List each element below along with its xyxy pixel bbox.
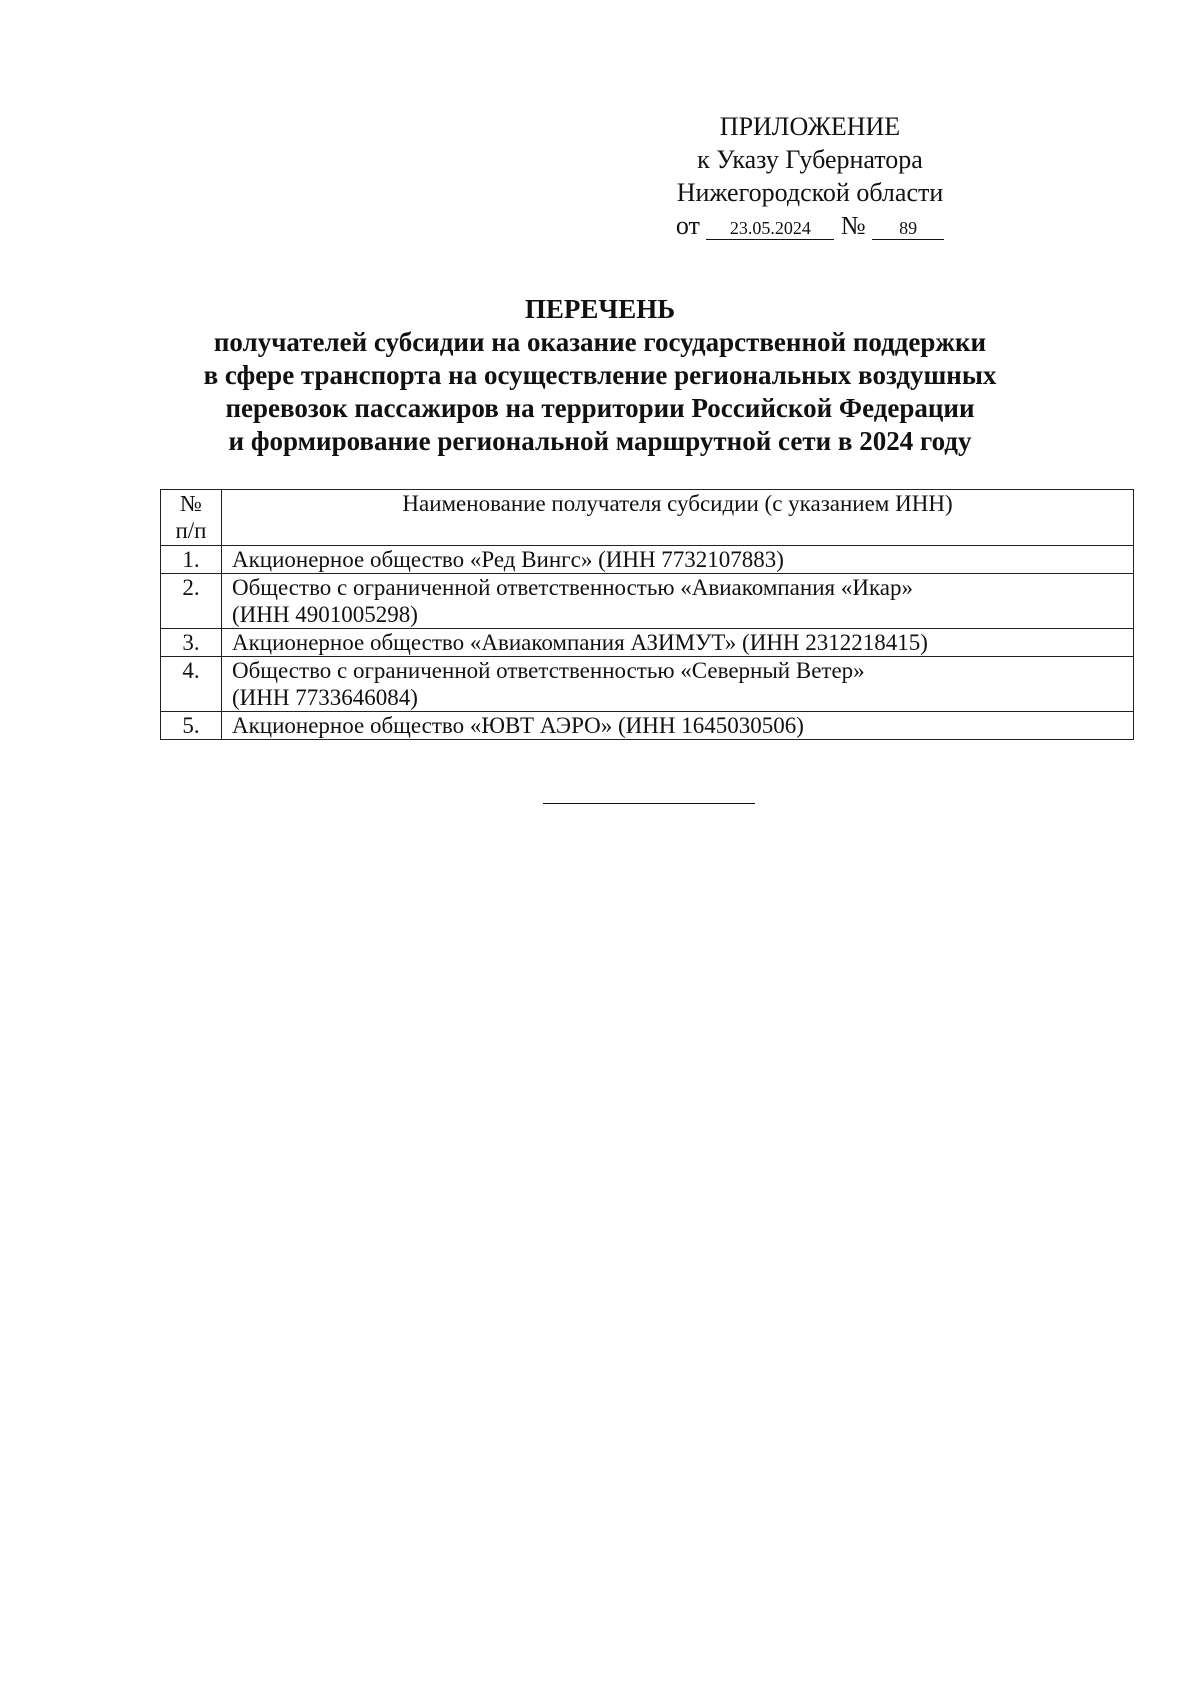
appendix-label: ПРИЛОЖЕНИЕ [719,112,901,141]
column-header-number [161,490,222,546]
recipient-name-line2: (ИНН 7733646084) [232,685,418,710]
row-number: 1. [161,546,222,574]
recipient-name-line1: Акционерное общество «Ред Вингс» (ИНН 7732107883) [232,547,784,572]
column-header-name: Наименование получателя субсидии (с указанием ИНН) [222,490,1134,546]
recipient-name [222,657,1134,712]
title-line-3: перевозок пассажиров на территории Российской Федерации [225,393,975,423]
table-row [161,546,1134,574]
table-row [161,629,1134,657]
title-line-1: получателей субсидии на оказание государственной поддержки [213,327,987,357]
recipient-name-line1: Акционерное общество «ЮВТ АЭРО» (ИНН 1645030506) [232,713,804,738]
recipients-table [160,489,1134,740]
number-sign: № [840,211,866,240]
region-name: Нижегородской области [676,178,944,207]
row-number: 3. [161,629,222,657]
title-line-4: и формирование региональной маршрутной сети в 2024 году [228,426,972,456]
column-header-number-line1: № [180,491,202,516]
date-prefix: от [675,211,700,240]
recipient-name [222,712,1134,740]
decree-reference: к Указу Губернатора [697,145,923,174]
recipient-name-line1: Общество с ограниченной ответственностью «Северный Ветер» [232,658,865,683]
recipient-name [222,574,1134,629]
title-line-2: в сфере транспорта на осуществление региональных воздушных [203,360,997,390]
table-header-row [161,490,1134,546]
title-heading: ПЕРЕЧЕНЬ [524,294,676,324]
row-number: 4. [161,657,222,712]
recipient-name [222,629,1134,657]
recipient-name [222,546,1134,574]
appendix-header [640,110,980,242]
decree-date: 23.05.2024 [706,217,834,240]
row-number: 2. [161,574,222,629]
end-of-document-rule [543,803,755,804]
recipient-name-line1: Общество с ограниченной ответственностью «Авиакомпания «Икар» [232,575,913,600]
decree-date-line [640,209,980,242]
table-row [161,712,1134,740]
column-header-number-line2: п/п [175,518,207,543]
recipient-name-line2: (ИНН 4901005298) [232,602,418,627]
recipient-name-line1: Акционерное общество «Авиакомпания АЗИМУТ» (ИНН 2312218415) [232,630,928,655]
table-row [161,574,1134,629]
row-number: 5. [161,712,222,740]
document-title [100,293,1100,458]
table-row [161,657,1134,712]
decree-number: 89 [872,217,944,240]
